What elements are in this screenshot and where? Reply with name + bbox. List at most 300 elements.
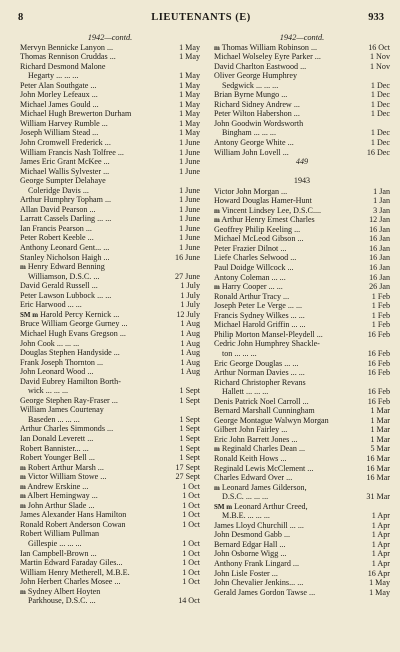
entry-date: 1 June — [179, 147, 200, 157]
list-item — [214, 454, 390, 464]
entry-date: 1 Apr — [371, 530, 390, 540]
list-item — [20, 71, 200, 81]
entry-date: 1 Jan — [373, 186, 390, 196]
entry-name-text: Howard Douglas Hamer-Hunt — [214, 196, 312, 206]
entry-name — [20, 81, 96, 91]
entry-leader: ... — [297, 234, 304, 244]
entry-name-text: Reginald Charles Dean — [221, 444, 297, 454]
list-item — [20, 424, 200, 434]
entry-leader: ... — [109, 52, 116, 62]
entry-name — [214, 234, 303, 244]
list-item — [20, 329, 200, 339]
entry-date: 1 June — [179, 195, 200, 205]
entry-date: 16 Feb — [367, 387, 390, 397]
entry-name-text: Gillespie — [28, 538, 58, 548]
entry-leader: ... — [295, 301, 303, 311]
entry-name-text: Francis Sydney Wilkes ... — [214, 310, 297, 320]
entry-leader: ... ... ... — [56, 71, 79, 81]
entry-date: 1 Oct — [182, 548, 200, 558]
entry-name — [214, 549, 286, 559]
entry-leader: ... ... ... — [234, 348, 257, 358]
entry-mark: m — [214, 483, 220, 492]
list-item — [214, 52, 390, 62]
entry-name — [28, 415, 80, 425]
entry-leader: ... — [119, 328, 126, 338]
list-item — [20, 396, 200, 406]
entry-date: 1 Sept — [179, 395, 200, 405]
entry-name — [214, 359, 298, 369]
list-item — [214, 569, 390, 579]
entry-name-text: Richard Christopher Revans — [214, 377, 306, 387]
entry-date: 1 Sept — [179, 453, 200, 463]
entry-name-text: Ronald Robert Anderson Cowan — [20, 519, 126, 529]
entry-name — [20, 444, 89, 454]
entry-date: 16 Feb — [367, 348, 390, 358]
entry-leader: ... — [292, 558, 299, 568]
entry-date: 1 July — [180, 300, 200, 310]
list-item — [214, 62, 390, 72]
list-item — [214, 464, 390, 474]
entry-name-text: Ian Campbell-Brown — [20, 548, 89, 558]
list-item — [20, 52, 200, 62]
list-item — [214, 425, 390, 435]
entry-name-text: Arthur Norman Davies ... — [214, 368, 297, 378]
entry-date: 12 July — [176, 309, 200, 319]
entry-name — [20, 157, 110, 167]
entry-name-text: David Charlton Eastwood — [214, 61, 299, 71]
entry-name — [20, 109, 131, 119]
entry-leader: ... — [290, 253, 297, 263]
entry-name — [214, 253, 296, 263]
entry-leader: ... — [282, 147, 289, 157]
list-item — [20, 491, 200, 501]
list-item — [20, 157, 200, 167]
entry-name-text: Denis Patrick Noel Carroll — [214, 396, 301, 406]
entry-leader: ... ... ... — [56, 338, 80, 348]
entry-name — [20, 348, 120, 358]
entry-name — [28, 386, 68, 396]
entry-date: 1 May — [179, 80, 200, 90]
entry-name-text: John Leonard Wood — [20, 367, 86, 377]
entry-leader: ... — [302, 396, 309, 406]
entry-name-text: William Harvey Rumble — [20, 118, 100, 128]
entry-date: 16 Jan — [369, 253, 390, 263]
entry-date: 1 Aug — [180, 319, 200, 329]
entry-date: 17 Sept — [175, 462, 200, 472]
entry-date: 16 Oct — [368, 42, 390, 52]
entry-leader: ... — [87, 433, 94, 443]
entry-date: 14 Oct — [178, 596, 200, 606]
entry-leader: ... — [91, 491, 98, 501]
entry-name — [20, 520, 125, 530]
list-item — [20, 43, 200, 53]
entry-leader: ... — [309, 587, 316, 597]
entry-date: 1 Oct — [182, 538, 200, 548]
entry-name-text: James Eric Grant McKee — [20, 157, 102, 167]
entry-date: 1 Dec — [370, 80, 390, 90]
entry-name — [20, 205, 96, 215]
entry-leader: ... — [97, 462, 104, 472]
entry-name — [20, 549, 97, 559]
entry-name-text: Bernard Edgar Hall — [214, 539, 278, 549]
entry-name-text: Parkhouse, D.S.C. — [28, 596, 88, 606]
list-item — [214, 530, 390, 540]
entry-leader: ... — [114, 577, 121, 587]
entry-date: 1 June — [179, 243, 200, 253]
entry-name — [214, 187, 287, 197]
list-item — [214, 502, 390, 512]
entry-mark: m — [214, 43, 220, 52]
entry-date: 1 June — [179, 166, 200, 176]
list-item — [214, 511, 390, 521]
list-item — [20, 358, 200, 368]
entry-date: 16 Feb — [367, 329, 390, 339]
entry-date: 1 Aug — [180, 367, 200, 377]
entry-mark: m — [214, 206, 220, 215]
entry-date: 1 Apr — [371, 520, 390, 530]
entry-name — [222, 128, 276, 138]
entry-name — [20, 233, 94, 243]
entry-leader: ... ... ... — [253, 128, 276, 138]
entry-name — [214, 90, 287, 100]
entry-leader: ... — [291, 434, 298, 444]
entry-name — [20, 529, 99, 539]
list-item — [20, 367, 200, 377]
entry-date: 16 Mar — [366, 473, 390, 483]
entry-mark: m — [20, 492, 26, 501]
entry-name-text: John Desmond Gabb — [214, 530, 282, 540]
entry-name-text: Leonard Arthur Creed, — [234, 501, 308, 511]
entry-date: 1 Mar — [370, 434, 390, 444]
entry-name-text: Ian Donald Leverett — [20, 433, 86, 443]
entry-name-text: John Lisle Foster — [214, 568, 270, 578]
entry-leader: ... — [281, 186, 288, 196]
entry-leader: ... ... — [254, 387, 269, 397]
entry-name-text: wick — [28, 386, 44, 396]
entry-name-text: Eric George Douglas ... — [214, 358, 291, 368]
entry-leader: ... — [91, 281, 98, 291]
list-item — [214, 549, 390, 559]
entry-name-text: Allan David Pearson — [20, 204, 88, 214]
entry-leader: ... — [293, 99, 300, 109]
list-item — [20, 138, 200, 148]
entry-name-text: John Chevalier Jenkins... — [214, 578, 296, 588]
entry-date: 1 May — [179, 90, 200, 100]
entry-leader: ... — [286, 473, 293, 483]
section-gap — [214, 167, 390, 176]
entry-name-text: Richard Sidney Andrew — [214, 99, 292, 109]
list-item — [214, 234, 390, 244]
list-item — [214, 444, 390, 454]
list-item — [20, 186, 200, 196]
entry-name-text: George Sumpter Delahaye — [20, 176, 106, 186]
list-item — [214, 397, 390, 407]
list-item — [214, 359, 390, 369]
entry-date: 16 Jan — [369, 224, 390, 234]
entry-mark: m — [214, 283, 220, 292]
list-item — [20, 109, 200, 119]
entry-date: 16 Jan — [369, 243, 390, 253]
entry-leader: ... — [89, 596, 96, 606]
entry-name-text: Michael Wallis Sylvester — [20, 166, 102, 176]
entry-name-text: Peter Wilton Habershon — [214, 109, 292, 119]
entry-leader: ... — [87, 233, 94, 243]
list-item — [20, 100, 200, 110]
entry-name — [222, 511, 270, 521]
entry-leader: ... — [113, 309, 120, 319]
entry-name-text: Coleridge Davis — [28, 185, 81, 195]
list-item — [214, 521, 390, 531]
entry-leader: ... ... ... — [57, 414, 80, 424]
entry-name — [20, 176, 106, 186]
entry-name — [20, 148, 124, 158]
entry-name-text: Arthur Henry Ernest Charles — [221, 215, 315, 225]
entry-name — [214, 464, 313, 474]
entry-name-text: Mervyn Bennicke Lanyon — [20, 42, 105, 52]
entry-leader: ... — [92, 128, 99, 138]
entry-name-text: Geoffrey Philip Keeling — [214, 224, 293, 234]
entry-date: 1 June — [179, 157, 200, 167]
entry-date: 27 June — [175, 271, 200, 281]
entry-date: 1 May — [179, 109, 200, 119]
entry-name-text: Anthony Frank Lingard — [214, 558, 291, 568]
entry-date: 1 Feb — [371, 291, 390, 301]
entry-name-text: Hallett ... — [222, 387, 253, 397]
entry-name — [214, 521, 304, 531]
entry-name-text: Andrew Erskine — [27, 481, 81, 491]
entry-name-text: John Morley Lefeaux — [20, 90, 90, 100]
list-item — [20, 291, 200, 301]
entry-name — [214, 109, 300, 119]
entry-leader: ... — [91, 90, 98, 100]
list-item — [214, 311, 390, 321]
entry-name-text: William Francis Nash Tolfree — [20, 147, 116, 157]
entry-leader: ... — [299, 320, 306, 330]
entry-name — [214, 578, 303, 588]
entry-name-text: Gilbert John Fairley — [214, 425, 280, 435]
entry-name — [214, 435, 297, 445]
entry-name — [214, 138, 294, 148]
list-item — [20, 62, 200, 72]
entry-date: 16 Feb — [367, 396, 390, 406]
entry-name-text: George Montague Walwyn Morgan — [214, 415, 329, 425]
entry-name — [20, 434, 93, 444]
entry-name — [214, 454, 286, 464]
list-item — [214, 320, 390, 330]
list-item — [20, 549, 200, 559]
entry-name-text: John Cook — [20, 338, 55, 348]
entry-name — [20, 558, 123, 568]
entry-name-text: Henry Edward Benning — [27, 262, 105, 272]
entry-date: 1 May — [179, 99, 200, 109]
list-item — [20, 319, 200, 329]
entry-leader: ... — [307, 463, 314, 473]
entry-leader: ... — [113, 348, 120, 358]
entry-date: 16 Mar — [366, 453, 390, 463]
entry-name — [222, 387, 268, 397]
entry-name-text: Albert Hemingway — [27, 491, 90, 501]
entry-leader: ... — [281, 90, 288, 100]
entry-name-text: Liefe Charles Selwood — [214, 253, 289, 263]
list-item — [20, 405, 200, 415]
entry-leader: ... — [87, 367, 94, 377]
entry-mark: m — [20, 263, 26, 272]
entry-date: 1 Feb — [371, 301, 390, 311]
entry-name — [20, 568, 130, 578]
list-item — [214, 588, 390, 598]
entry-name — [214, 330, 323, 340]
list-item — [214, 282, 390, 292]
entry-name — [20, 90, 98, 100]
entry-leader: ... ... ... — [59, 538, 82, 548]
entry-name-text: Victor John Morgan — [214, 186, 280, 196]
entry-name — [214, 559, 299, 569]
entry-leader: ... — [298, 368, 305, 378]
entry-leader: ... — [105, 290, 112, 300]
entry-date: 1 May — [369, 587, 390, 597]
entry-name-text: Michael Wolseley Eyre Parker — [214, 52, 313, 62]
entry-leader: ... — [283, 291, 290, 301]
entry-name-text: Thomas William Robinson — [221, 42, 309, 52]
entry-name — [214, 320, 306, 330]
entry-name — [214, 148, 289, 158]
entry-name-text: Peter Lawson Lubbock ... — [20, 290, 104, 300]
entry-date: 1 Oct — [182, 567, 200, 577]
entry-name — [20, 195, 111, 205]
list-item — [214, 100, 390, 110]
entry-name — [20, 319, 128, 329]
entry-name — [20, 577, 121, 587]
entry-name — [20, 243, 109, 253]
entry-name — [214, 263, 294, 273]
entry-date: 1 Dec — [370, 138, 390, 148]
entry-date: 1 Oct — [182, 491, 200, 501]
entry-name — [214, 397, 309, 407]
entry-date: 26 Jan — [369, 282, 390, 292]
entry-date: 1 June — [179, 233, 200, 243]
entry-leader: ... — [280, 243, 287, 253]
entry-leader: ... — [105, 214, 112, 224]
entry-name — [214, 406, 315, 416]
entry-name-text: Stanley Nicholson Haigh — [20, 252, 102, 262]
list-item — [20, 463, 200, 473]
entry-leader: ... — [271, 568, 278, 578]
entry-name-text: M.B.E. ... — [222, 511, 254, 521]
list-item — [20, 339, 200, 349]
entry-name-text: Harry Cooper ... — [221, 282, 275, 292]
list-item — [214, 196, 390, 206]
list-item — [20, 520, 200, 530]
entry-name — [28, 539, 82, 549]
entry-name — [214, 311, 305, 321]
entry-leader: ... — [117, 147, 124, 157]
entry-date: 1 Oct — [182, 481, 200, 491]
entry-date: 1 Mar — [370, 415, 390, 425]
entry-date: 1 Feb — [371, 310, 390, 320]
entry-date: 1 Oct — [182, 558, 200, 568]
page-title: LIEUTENANTS (E) — [151, 12, 251, 23]
entry-date: 1 Oct — [182, 577, 200, 587]
list-item — [214, 406, 390, 416]
list-item — [214, 253, 390, 263]
entry-date: 1 Aug — [180, 338, 200, 348]
entry-date: 1 Oct — [182, 500, 200, 510]
entry-date: 1 May — [179, 71, 200, 81]
entry-name — [28, 596, 96, 606]
list-item — [214, 206, 390, 216]
entry-name — [214, 530, 290, 540]
list-item — [20, 195, 200, 205]
entry-name-text: John Cromwell Frederick — [20, 138, 103, 148]
entry-mark: m — [20, 501, 26, 510]
entry-name — [214, 119, 303, 129]
entry-leader: ... — [281, 425, 288, 435]
list-item — [214, 540, 390, 550]
entry-date: 1 Sept — [179, 424, 200, 434]
entry-leader: ... — [90, 548, 97, 558]
entry-leader: ... — [101, 118, 108, 128]
list-item — [214, 483, 390, 493]
entry-name — [214, 368, 305, 378]
entry-leader: ... — [107, 42, 114, 52]
entry-name — [20, 510, 126, 520]
entry-date: 1 July — [180, 281, 200, 291]
entry-name-text: Sedgwick — [222, 80, 254, 90]
entry-name-text: William Henry Metherell, M.B.E. — [20, 567, 130, 577]
entry-leader: ... — [107, 424, 114, 434]
entry-name — [20, 52, 116, 62]
entry-date: 1 Dec — [370, 128, 390, 138]
entry-name-text: Arthur Humphry Topham — [20, 195, 103, 205]
entry-name — [214, 100, 300, 110]
entry-name — [20, 358, 103, 368]
list-item — [20, 501, 200, 511]
entry-leader: ... — [100, 472, 107, 482]
entry-name — [214, 473, 292, 483]
entry-name-text: ton — [222, 348, 233, 358]
list-item — [214, 435, 390, 445]
entry-name-text: Oliver George Humphrey — [214, 71, 298, 81]
entry-date: 1 June — [179, 223, 200, 233]
entry-leader: ... — [103, 252, 110, 262]
entry-leader: ... — [279, 272, 286, 282]
right-column-1943-list — [214, 187, 390, 598]
list-item — [20, 253, 200, 263]
entry-name-text: Michael McLeod Gibson — [214, 234, 296, 244]
entry-name-text: Cedric John Humphrey Shackle- — [214, 339, 320, 349]
entry-name-text: John Osborne Wigg — [214, 549, 279, 559]
list-item — [20, 558, 200, 568]
entry-name-text: Antony George White — [214, 138, 286, 148]
entry-mark: m — [214, 216, 220, 225]
entry-date: 1 May — [179, 128, 200, 138]
entry-name — [214, 588, 315, 598]
list-item — [214, 119, 390, 129]
entry-name — [214, 52, 321, 62]
entry-name-text: Reginald Lewis McClement — [214, 463, 306, 473]
entry-name-text: Martin Edward Faraday Giles... — [20, 558, 123, 568]
entry-name-text: Thomas Rennison Cruddas — [20, 52, 108, 62]
entry-name — [28, 272, 99, 282]
list-item — [20, 386, 200, 396]
list-item — [214, 473, 390, 483]
page-signature: 8 — [18, 12, 24, 23]
entry-leader: ... — [104, 195, 112, 205]
entry-leader: ... — [298, 444, 306, 454]
list-item — [20, 415, 200, 425]
list-item — [20, 472, 200, 482]
list-item — [214, 244, 390, 254]
